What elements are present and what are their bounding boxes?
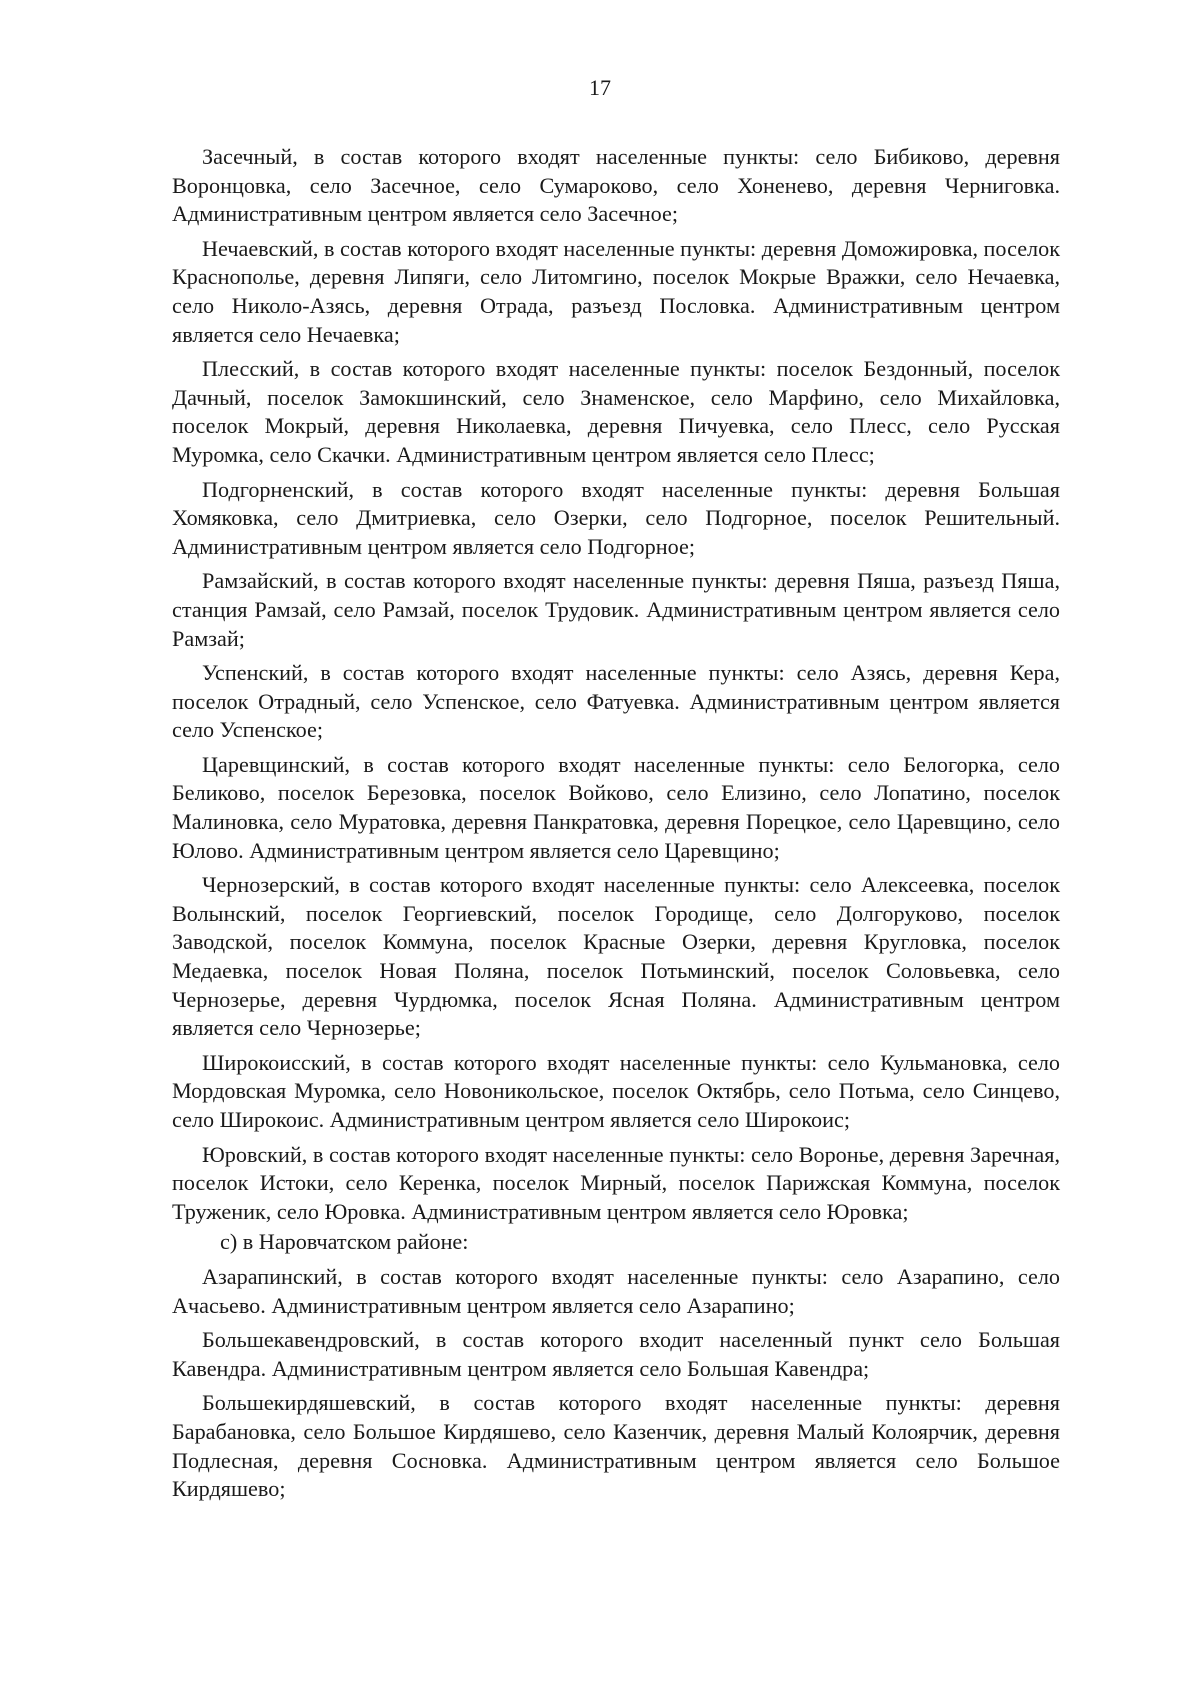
paragraph-bolshekavendrovsky: Большекавендровский, в состав которого входит населенный пункт село Большая Кавендра. Административным центром является село Большая Кавендра; bbox=[172, 1327, 1060, 1381]
paragraph-chernozersky: Чернозерский, в состав которого входят населенные пункты: село Алексеевка, поселок Волынский, поселок Георгиевский, поселок Городище, село Долгоруково, поселок Заводской, поселок Коммуна, поселок Красные Озерки, деревня Кругловка, поселок Медаевка, поселок Новая Поляна, поселок Потьминский, поселок Соловьевка, село Чернозерье, деревня Чурдюмка, поселок Ясная Поляна. Административным центром является село Чернозерье; bbox=[172, 872, 1060, 1041]
paragraph-zasechny: Засечный, в состав которого входят населенные пункты: село Бибиково, деревня Воронцовка, село Засечное, село Сумароково, село Хоненево, деревня Черниговка. Административным центром является село Засечное; bbox=[172, 144, 1060, 227]
paragraph-shirokoissky: Широкоисский, в состав которого входят населенные пункты: село Кульмановка, село Мордовская Муромка, село Новоникольское, поселок Октябрь, село Потьма, село Синцево, село Широкоис. Административным центром является село Широкоис; bbox=[172, 1049, 1060, 1132]
paragraph-bolshekirdyashevsky: Большекирдяшевский, в состав которого входят населенные пункты: деревня Барабановка, село Большое Кирдяшево, село Казенчик, деревня Малый Колоярчик, деревня Подлесная, деревня Сосновка. Административным центром является село Большое Кирдяшево; bbox=[172, 1390, 1060, 1502]
paragraph-uspensky: Успенский, в состав которого входят населенные пункты: село Азясь, деревня Кера, поселок Отрадный, село Успенское, село Фатуевка. Административным центром является село Успенское; bbox=[172, 660, 1060, 743]
section-subheading: с) в Наровчатском районе: bbox=[220, 1229, 469, 1255]
paragraph-ramzaysky: Рамзайский, в состав которого входят населенные пункты: деревня Пяша, разъезд Пяша, станция Рамзай, село Рамзай, поселок Трудовик. Административным центром является село Рамзай; bbox=[172, 568, 1060, 651]
paragraph-tsarevshchinsky: Царевщинский, в состав которого входят населенные пункты: село Белогорка, село Беликово, поселок Березовка, поселок Войково, село Елизино, село Лопатино, поселок Малиновка, село Муратовка, деревня Панкратовка, деревня Порецкое, село Царевщино, село Юлово. Административным центром является село Царевщино; bbox=[172, 751, 1060, 863]
page-number: 17 bbox=[589, 75, 611, 100]
paragraph-plessky: Плесский, в состав которого входят населенные пункты: поселок Бездонный, поселок Дачный, поселок Замокшинский, село Знаменское, село Марфино, село Михайловка, поселок Мокрый, деревня Николаевка, деревня Пичуевка, село Плесс, село Русская Муромка, село Скачки. Административным центром является село Плесс; bbox=[172, 356, 1060, 467]
paragraph-azarapinsky: Азарапинский, в состав которого входят населенные пункты: село Азарапино, село Ачасьево. Административным центром является село Азарапино; bbox=[172, 1263, 1060, 1318]
paragraph-podgornensky: Подгорненский, в состав которого входят населенные пункты: деревня Большая Хомяковка, село Дмитриевка, село Озерки, село Подгорное, поселок Решительный. Административным центром является село Подгорное; bbox=[172, 476, 1060, 559]
paragraph-nechaevsky: Нечаевский, в состав которого входят населенные пункты: деревня Доможировка, поселок Краснополье, деревня Липяги, село Литомгино, поселок Мокрые Вражки, село Нечаевка, село Николо-Азясь, деревня Отрада, разъезд Пословка. Административным центром является село Нечаевка; bbox=[172, 235, 1060, 347]
paragraph-yurovsky: Юровский, в состав которого входят населенные пункты: село Воронье, деревня Заречная, поселок Истоки, село Керенка, поселок Мирный, поселок Парижская Коммуна, поселок Труженик, село Юровка. Административным центром является село Юровка; bbox=[172, 1141, 1060, 1224]
document-body bbox=[172, 143, 1060, 1510]
